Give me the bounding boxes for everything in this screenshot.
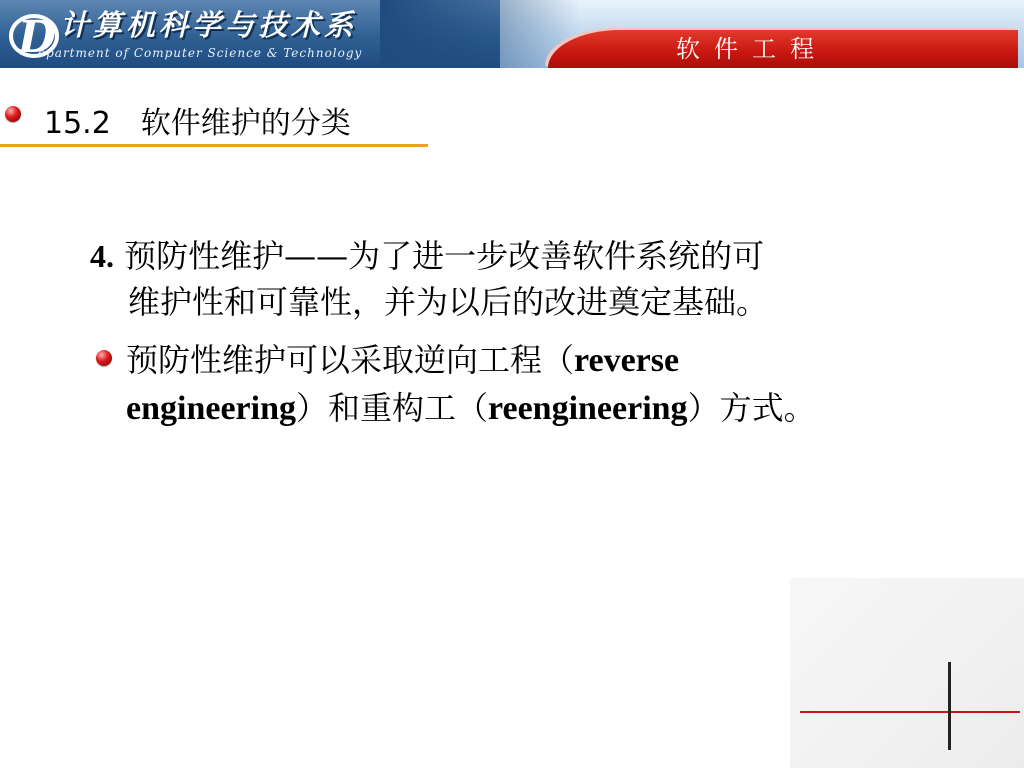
department-name-en: epartment of Computer Science & Technology	[38, 46, 363, 60]
list-item-line-1	[126, 334, 679, 387]
list-item-text-end: ）方式。	[687, 389, 816, 427]
paragraph-line-2	[128, 276, 768, 328]
decoration-black-line	[948, 662, 951, 750]
list-item-term-1: engineering	[126, 390, 296, 427]
list-item-text-mid: ）和重构工（	[295, 389, 488, 427]
corner-decoration	[790, 578, 1024, 768]
paragraph-text-2: 维护性和可靠性，并为以后的改进奠定基础。	[128, 283, 769, 321]
list-bullet-icon	[96, 350, 112, 366]
section-title-underline	[0, 144, 428, 147]
list-item-line-2	[126, 382, 816, 435]
list-item-text-en: reverse	[574, 342, 680, 379]
paragraph-text-1: 预防性维护——为了进一步改善软件系统的可	[124, 237, 765, 275]
list-item-term-2: reengineering	[488, 390, 688, 427]
paragraph-line-1	[90, 230, 764, 282]
list-item-text-cn: 预防性维护可以采取逆向工程（	[126, 341, 575, 379]
header-banner	[0, 0, 1024, 68]
decoration-red-line	[800, 711, 1020, 713]
course-title: 软件工程	[676, 35, 828, 63]
section-title: 15.2 软件维护的分类	[44, 106, 351, 141]
department-name-cn: 计算机科学与技术系	[60, 8, 358, 42]
section-bullet-icon	[5, 106, 21, 122]
logo-letter: D	[18, 12, 57, 63]
paragraph-number: 4.	[90, 238, 114, 274]
